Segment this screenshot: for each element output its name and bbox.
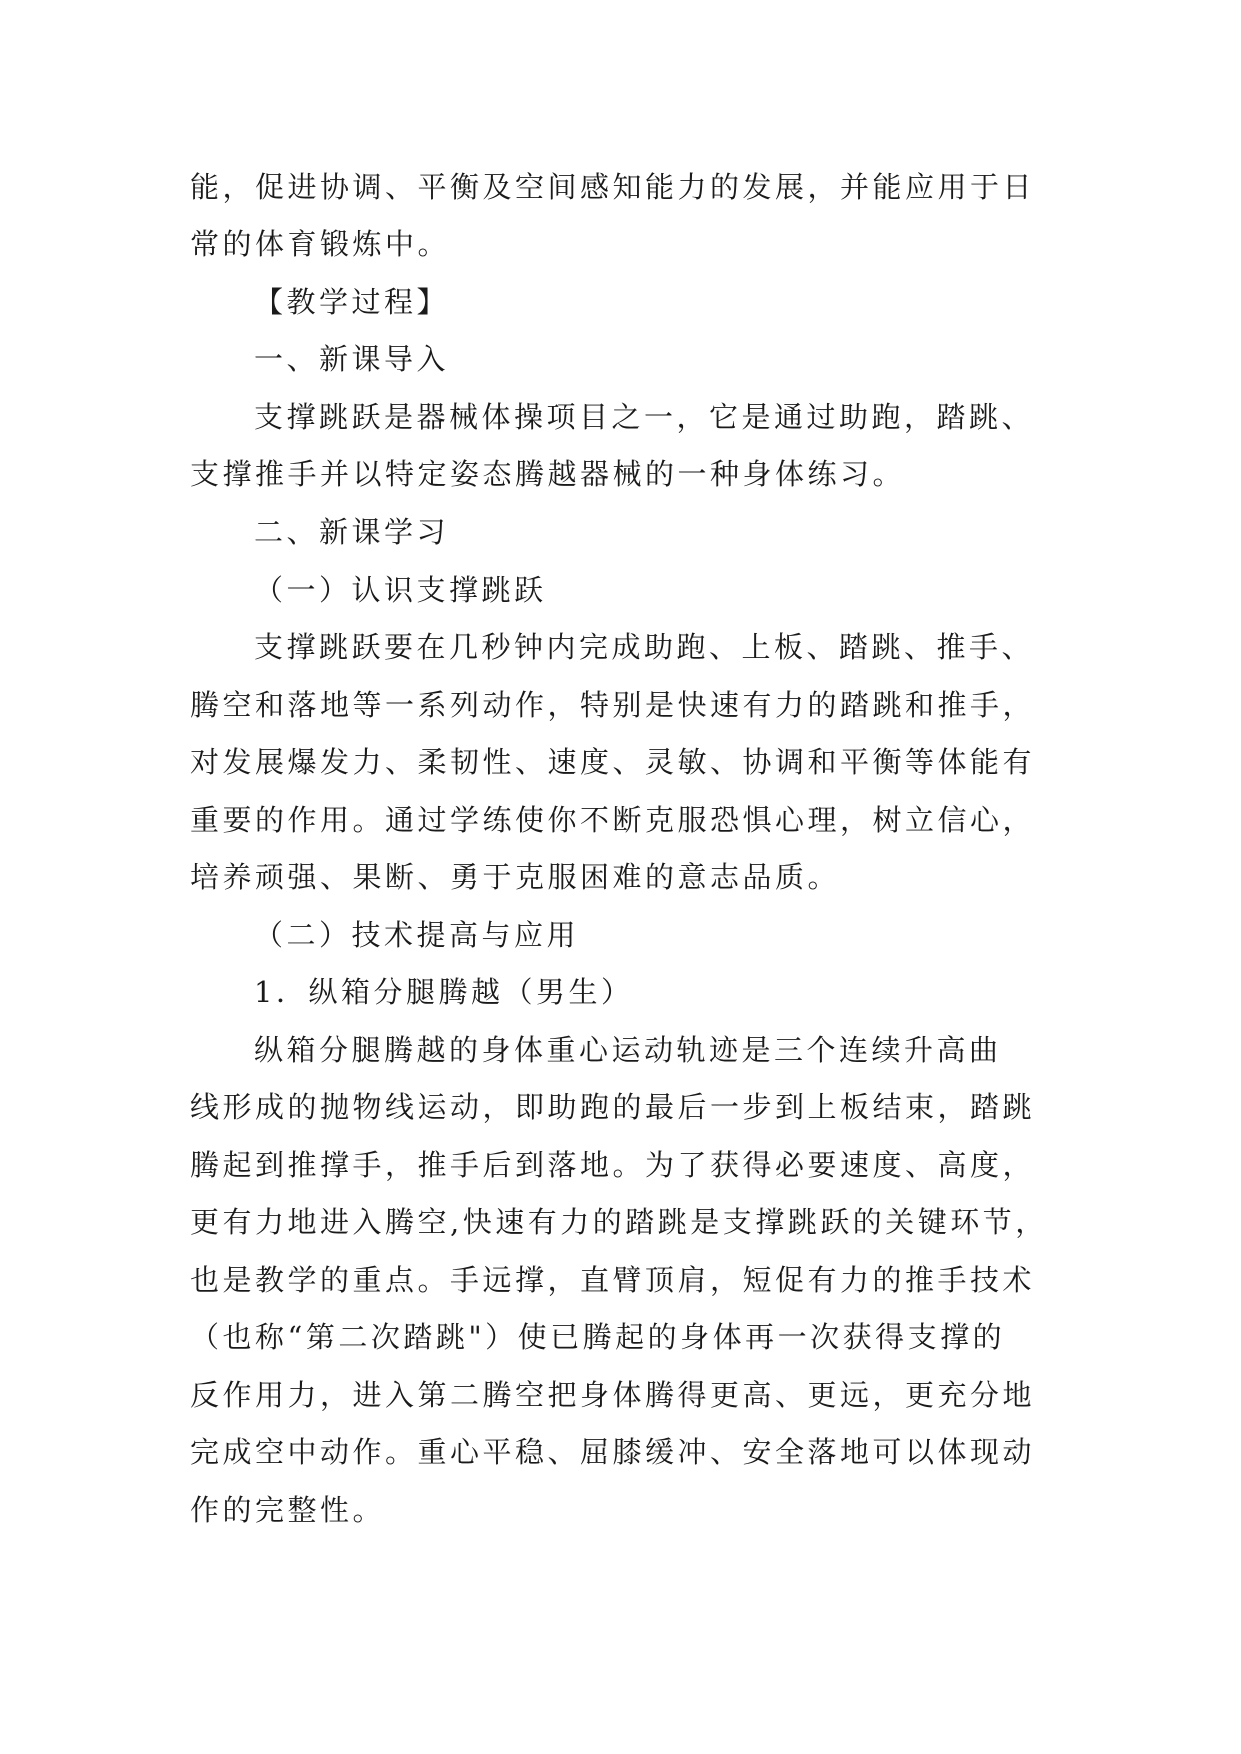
- body-text-line: 反作用力，进入第二腾空把身体腾得更高、更远，更充分地: [190, 1378, 1036, 1412]
- body-text-line: 能，促进协调、平衡及空间感知能力的发展，并能应用于日: [190, 170, 1036, 204]
- body-text-line: 完成空中动作。重心平稳、屈膝缓冲、安全落地可以体现动: [190, 1435, 1036, 1469]
- body-text-line: 重要的作用。通过学练使你不断克服恐惧心理，树立信心，: [190, 803, 1036, 837]
- section-heading: 一、新课导入: [254, 342, 450, 376]
- body-text-line: 对发展爆发力、柔韧性、速度、灵敏、协调和平衡等体能有: [190, 745, 1036, 779]
- body-text-line: 腾空和落地等一系列动作，特别是快速有力的踏跳和推手，: [190, 688, 1036, 722]
- body-text-line: 腾起到推撑手，推手后到落地。为了获得必要速度、高度，: [190, 1148, 1036, 1182]
- body-text-line: 支撑跳跃是器械体操项目之一，它是通过助跑，踏跳、: [254, 400, 1035, 434]
- section-heading: 【教学过程】: [254, 285, 450, 319]
- body-text-line: 作的完整性。: [190, 1493, 386, 1527]
- body-text-line: 培养顽强、果断、勇于克服困难的意志品质。: [190, 860, 841, 894]
- body-text-line: 支撑跳跃要在几秒钟内完成助跑、上板、踏跳、推手、: [254, 630, 1035, 664]
- body-text-line: 更有力地进入腾空,快速有力的踏跳是支撑跳跃的关键环节，: [190, 1205, 1048, 1239]
- subsection-heading: （一）认识支撑跳跃: [254, 573, 547, 607]
- body-text-line: （也称“第二次踏跳"）使已腾起的身体再一次获得支撑的: [190, 1320, 1006, 1354]
- body-text-line: 纵箱分腿腾越的身体重心运动轨迹是三个连续升高曲: [254, 1033, 1002, 1067]
- body-text-line: 线形成的抛物线运动，即助跑的最后一步到上板结束，踏跳: [190, 1090, 1036, 1124]
- body-text-line: 也是教学的重点。手远撑，直臂顶肩，短促有力的推手技术: [190, 1263, 1036, 1297]
- section-heading: 二、新课学习: [254, 515, 450, 549]
- body-text-line: 常的体育锻炼中。: [190, 227, 451, 261]
- subsection-heading: （二）技术提高与应用: [254, 918, 580, 952]
- body-text-line: 支撑推手并以特定姿态腾越器械的一种身体练习。: [190, 457, 906, 491]
- numbered-heading: 1．纵箱分腿腾越（男生）: [254, 975, 634, 1009]
